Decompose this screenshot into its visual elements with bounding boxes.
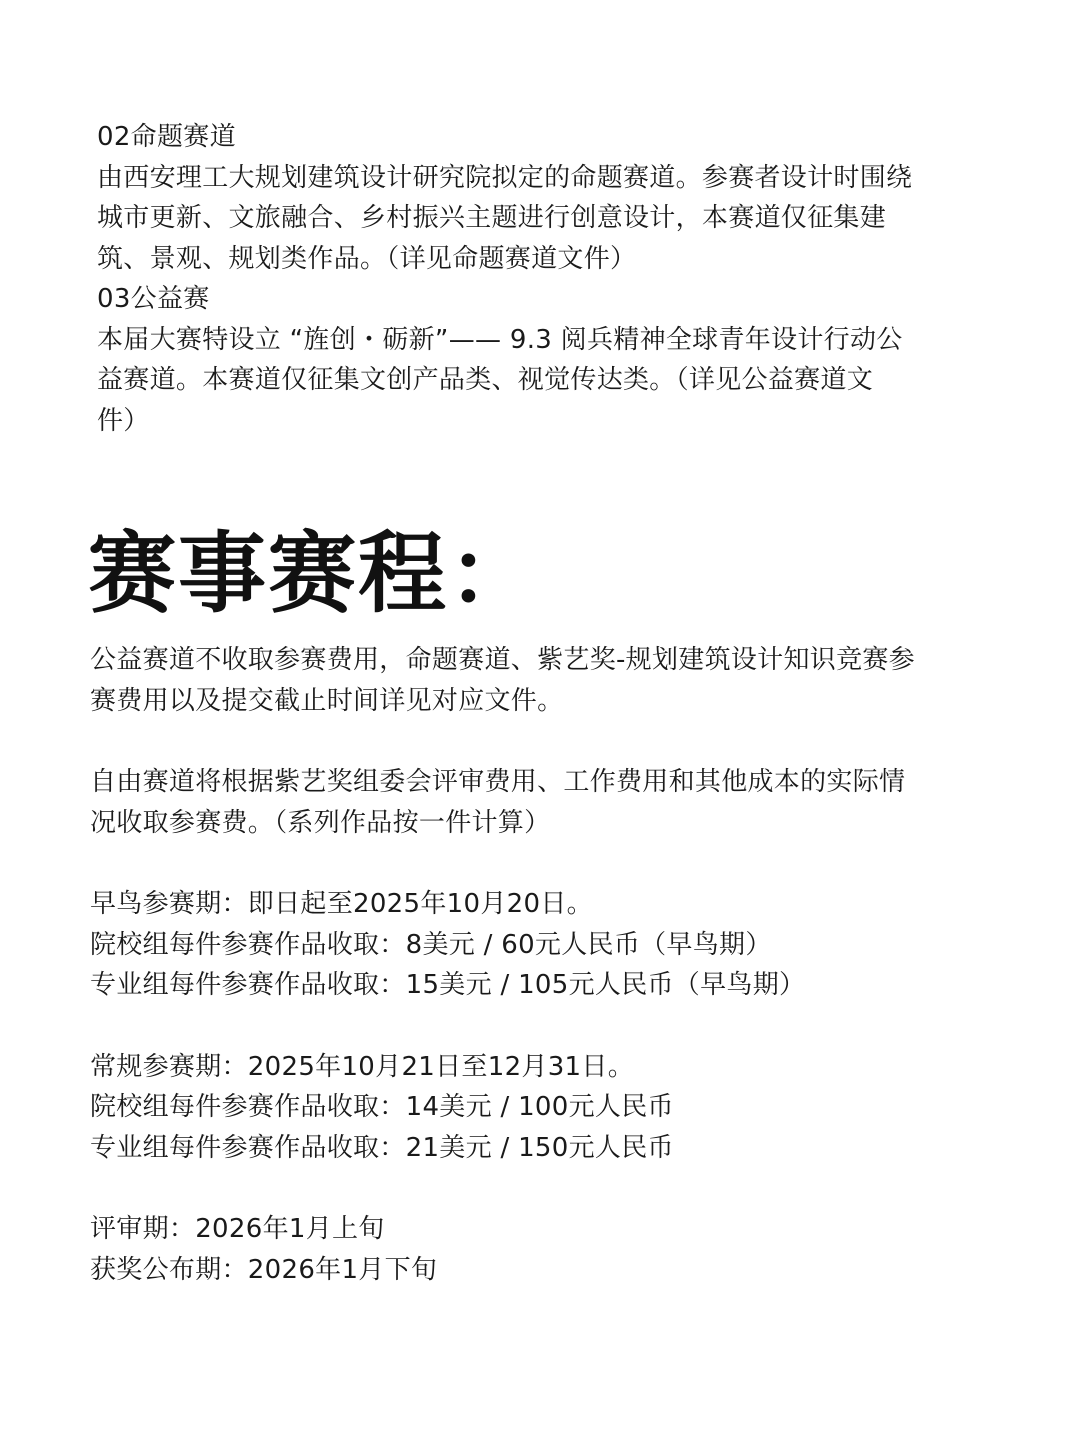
track-descriptions [97,117,1002,441]
schedule-heading: 赛事赛程： [88,521,539,625]
spacer [90,843,1005,884]
early-bird-academic-fee: 院校组每件参赛作品收取：8美元 / 60元人民币（早鸟期） [90,929,772,960]
track03-line: 本届大赛特设立 “旌创・砺新”—— 9.3 阅兵精神全球青年设计行动公 [97,324,903,355]
regular-period: 常规参赛期：2025年10月21日至12月31日。 [90,1051,635,1082]
track03-title: 03公益赛 [97,284,210,314]
announcement-period: 获奖公布期：2026年1月下旬 [90,1254,438,1285]
review-period: 评审期：2026年1月上旬 [90,1214,385,1244]
track02-line: 筑、景观、规划类作品。（详见命题赛道文件） [97,243,637,274]
spacer [90,1006,1005,1047]
track02-line: 由西安理工大规划建筑设计研究院拟定的命题赛道。参赛者设计时围绕 [97,162,913,193]
regular-professional-fee: 专业组每件参赛作品收取：21美元 / 150元人民币 [90,1132,674,1163]
free-track-note-line: 自由赛道将根据紫艺奖组委会评审费用、工作费用和其他成本的实际情 [90,767,906,797]
early-bird-professional-fee: 专业组每件参赛作品收取：15美元 / 105元人民币（早鸟期） [90,970,806,1000]
schedule-section [90,640,1005,1290]
fee-note-line: 赛费用以及提交截止时间详见对应文件。 [90,685,564,716]
track02-title: 02命题赛道 [97,122,236,152]
early-bird-period: 早鸟参赛期：即日起至2025年10月20日。 [90,889,593,919]
track03-line: 件） [97,405,150,436]
spacer [90,721,1005,762]
track03-line: 益赛道。本赛道仅征集文创产品类、视觉传达类。（详见公益赛道文 [97,365,874,395]
fee-note-line: 公益赛道不收取参赛费用，命题赛道、紫艺奖-规划建筑设计知识竞赛参 [90,645,915,675]
regular-academic-fee: 院校组每件参赛作品收取：14美元 / 100元人民币 [90,1092,674,1122]
free-track-note-line: 况收取参赛费。（系列作品按一件计算） [90,807,551,838]
spacer [90,1168,1005,1209]
track02-line: 城市更新、文旅融合、乡村振兴主题进行创意设计，本赛道仅征集建 [97,203,887,233]
